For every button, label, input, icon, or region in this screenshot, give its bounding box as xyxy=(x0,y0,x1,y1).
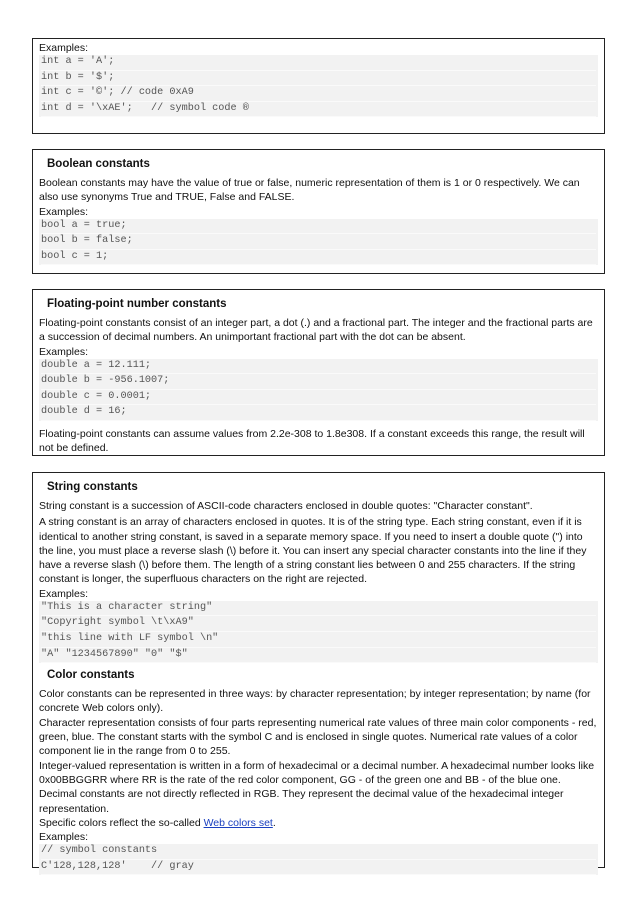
code-line: "Copyright symbol \t\xA9" xyxy=(41,616,596,632)
code-block xyxy=(39,219,598,266)
section-text: String constant is a succession of ASCII-code characters enclosed in double quotes: "Character constant". xyxy=(39,500,533,512)
examples-label: Examples: xyxy=(39,831,89,844)
code-block xyxy=(39,55,598,117)
text-prefix: Specific colors reflect the so-called xyxy=(39,816,204,829)
examples-label: Examples: xyxy=(39,42,89,54)
code-block xyxy=(39,601,598,663)
section-text: Boolean constants may have the value of true or false, numeric representation of them is 1 or 0 respectively. We can also use synonyms True and TRUE, False and FALSE. xyxy=(39,177,580,204)
section-text: Floating-point constants consist of an integer part, a dot (.) and a fractional part. The integer and the fractional parts are a succession of decimal numbers. An unimportant fractional part with the dot can be absent. xyxy=(39,317,593,344)
code-line: "This is a character string" xyxy=(41,601,596,617)
code-line: // symbol constants xyxy=(41,844,596,860)
code-line: bool a = true; xyxy=(41,219,596,235)
section-text-after: Floating-point constants can assume values from 2.2e-308 to 1.8e308. If a constant exceeds this range, the result will not be defined. xyxy=(39,427,585,455)
examples-label: Examples: xyxy=(39,587,89,600)
boolean-constants-box xyxy=(32,149,605,274)
char-constants-box xyxy=(32,38,605,134)
section-text xyxy=(39,816,598,830)
code-line: double d = 16; xyxy=(41,405,596,421)
code-line: "A" "1234567890" "0" "$" xyxy=(41,648,596,664)
code-line: double a = 12.111; xyxy=(41,359,596,375)
section-title: Color constants xyxy=(47,669,135,682)
section-text: Color constants can be represented in three ways: by character representation; by integer representation; by name (for concrete Web colors only). xyxy=(39,688,591,715)
code-line: int b = '$'; xyxy=(41,71,596,87)
section-title: String constants xyxy=(47,481,138,493)
code-block xyxy=(39,359,598,421)
text-suffix: . xyxy=(272,816,276,829)
code-line: int d = '\xAE'; // symbol code ® xyxy=(41,102,596,118)
code-block xyxy=(39,844,598,875)
examples-label: Examples: xyxy=(39,205,89,218)
code-line: int c = '©'; // code 0xA9 xyxy=(41,86,596,102)
code-line: bool b = false; xyxy=(41,234,596,250)
code-line: double c = 0.0001; xyxy=(41,390,596,406)
code-line: bool c = 1; xyxy=(41,250,596,266)
code-line: "this line with LF symbol \n" xyxy=(41,632,596,648)
section-text: Integer-valued representation is written in a form of hexadecimal or a decimal number. A hexadecimal number looks like 0x00BBGGRR where RR is the rate of the red color component, GG - of the green one and BB - of the blue one. Decimal constants are not directly reflected in RGB. They represent the decimal value of the hexadecimal integer representation. xyxy=(39,759,595,815)
code-line: int a = 'A'; xyxy=(41,55,596,71)
web-colors-link[interactable]: Web colors set xyxy=(203,816,273,829)
section-text: Character representation consists of four parts representing numerical rate values of three main color components - red, green, blue. The constant starts with the symbol C and is enclosed in single quotes. Numerical rate values of a color component lie in the range from 0 to 255. xyxy=(39,716,597,758)
string-color-constants-box xyxy=(32,472,605,872)
examples-label: Examples: xyxy=(39,345,89,358)
section-title: Floating-point number constants xyxy=(47,298,227,310)
section-title: Boolean constants xyxy=(47,158,150,170)
section-text: A string constant is an array of characters enclosed in quotes. It is of the string type. Each string constant, even if it is identical to another string constant, is saved in a separate memory space. If you need to insert a double quote (") into the line, you must place a reverse slash (\) before it. You can insert any special character constants into the line if they have a reverse slash (\) before them. The length of a string constant lies between 0 and 255 characters. If the string constant is longer, the superfluous characters on the right are rejected. xyxy=(39,516,587,586)
code-line: double b = -956.1007; xyxy=(41,374,596,390)
float-constants-box xyxy=(32,289,605,456)
code-line: C'128,128,128' // gray xyxy=(41,860,596,876)
